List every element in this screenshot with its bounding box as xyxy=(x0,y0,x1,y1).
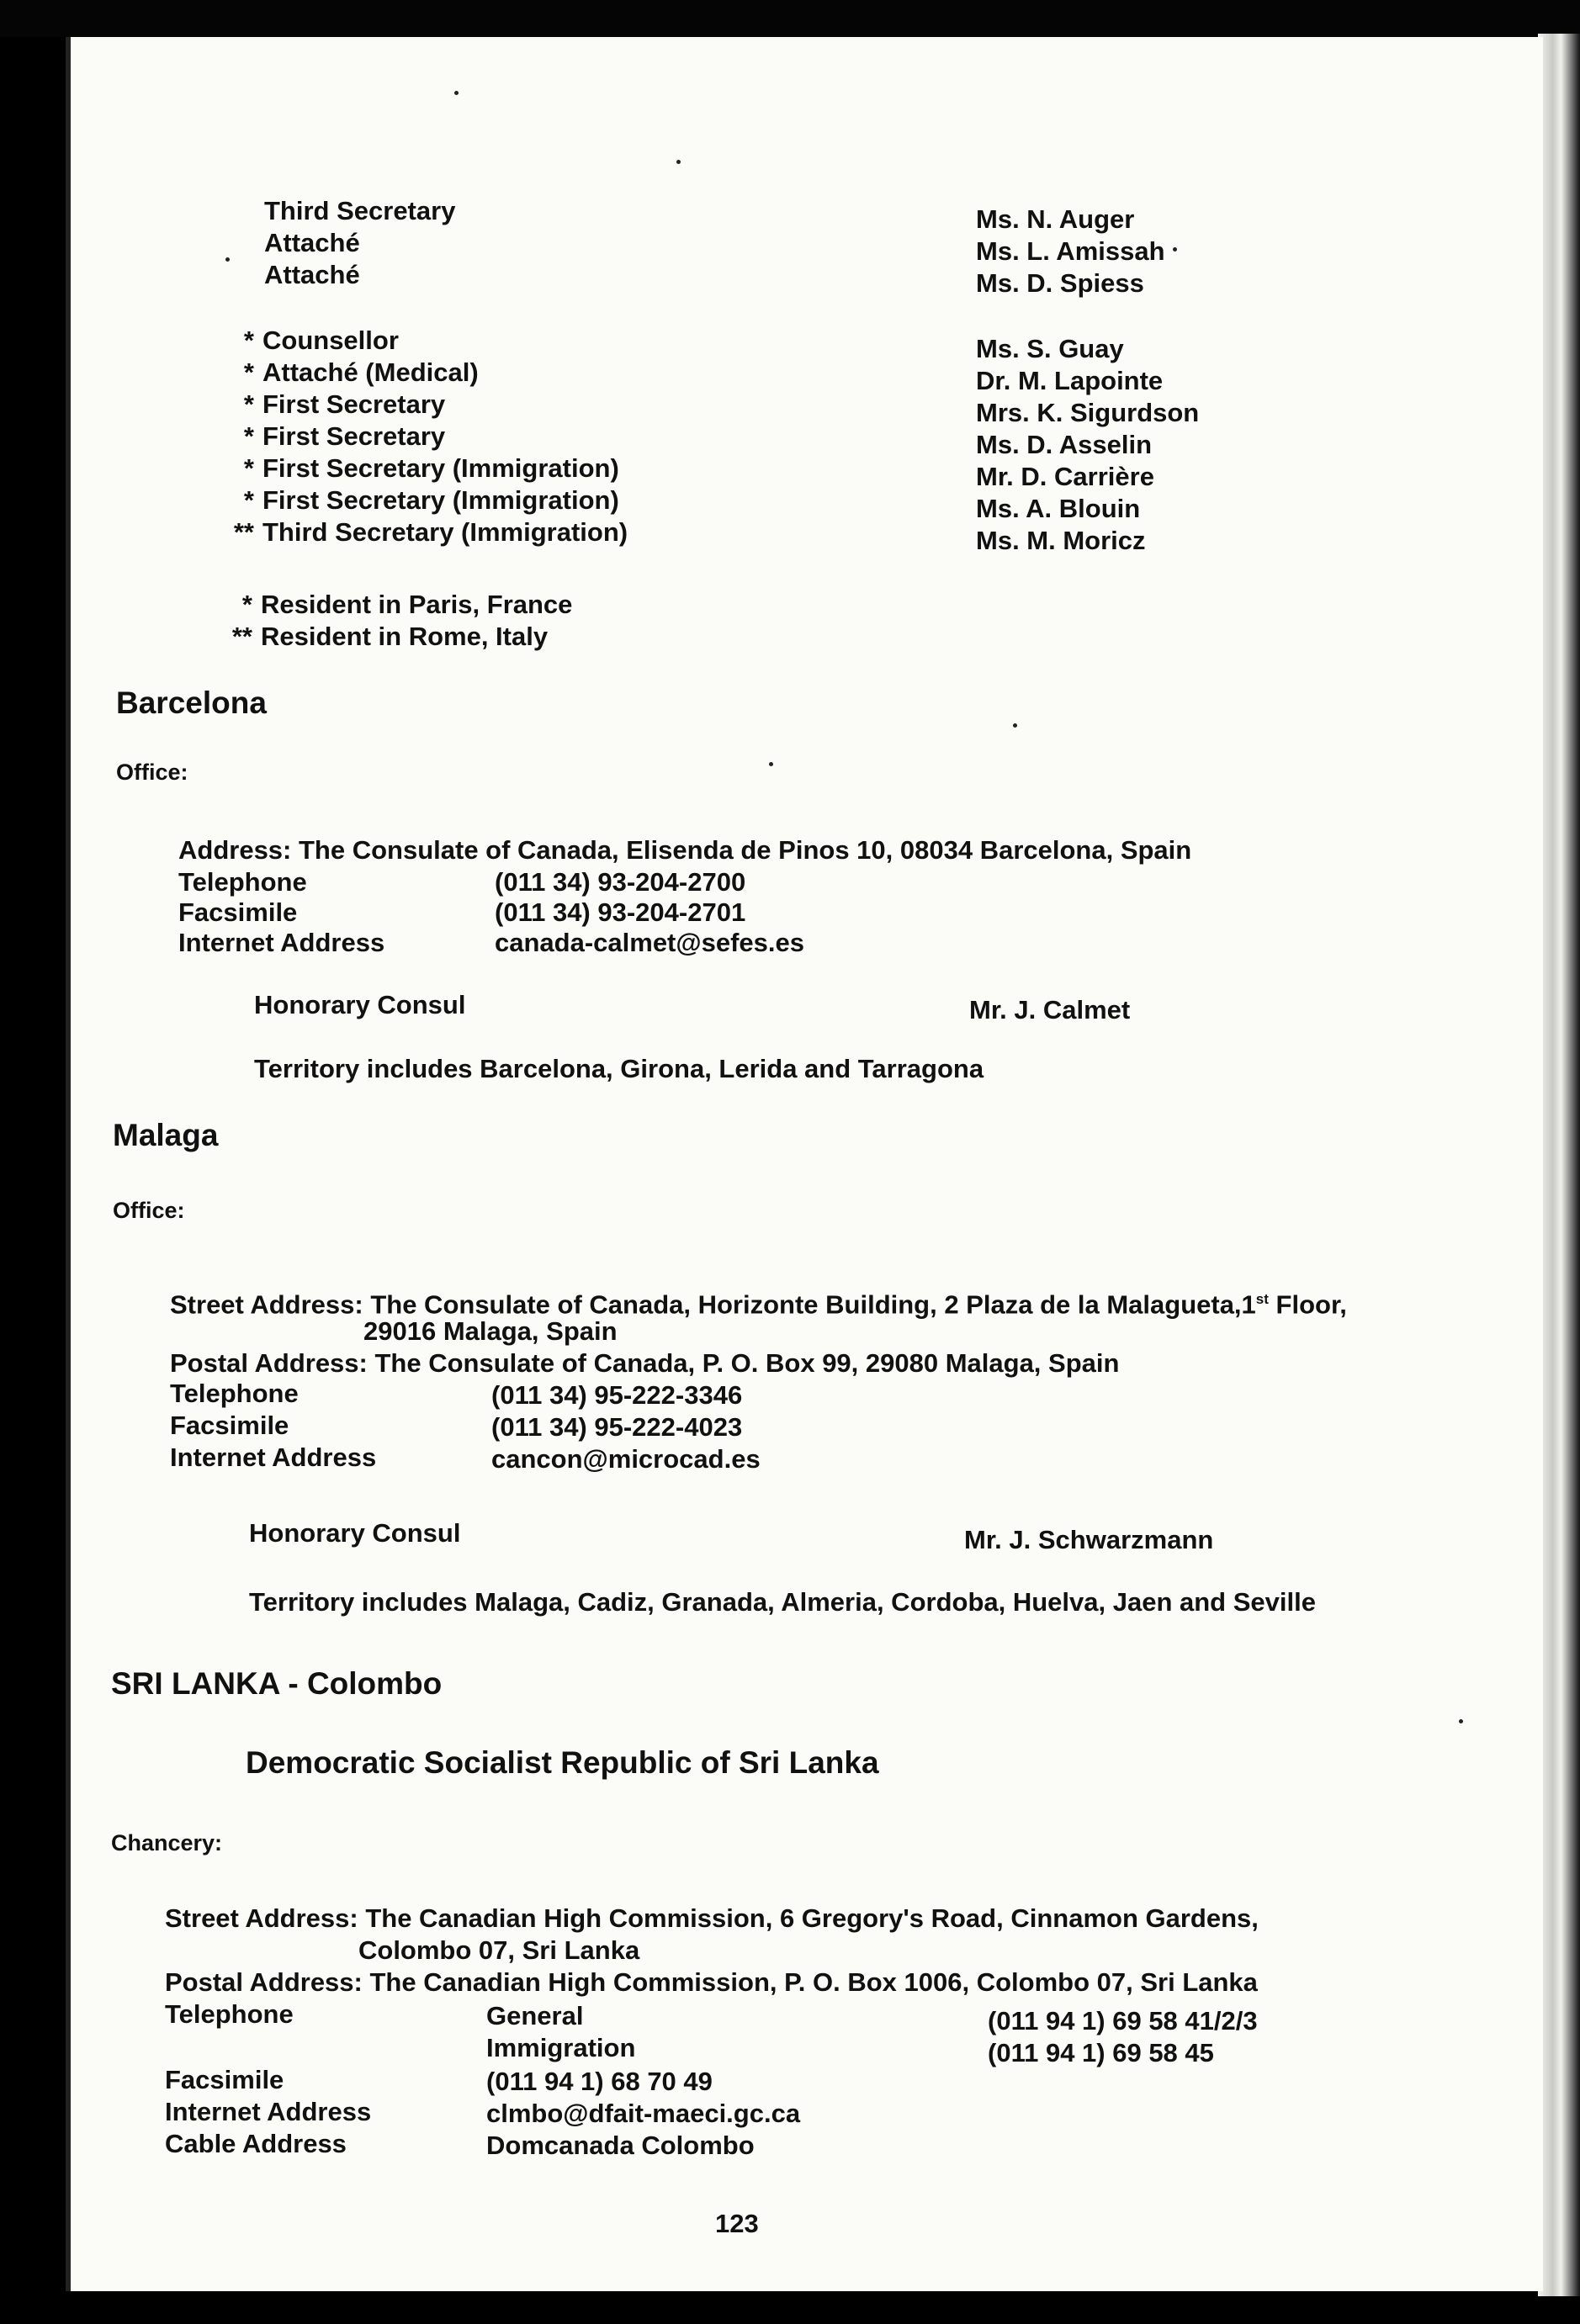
scan-top-edge xyxy=(0,0,1580,37)
street-address-line1: Street Address: The Canadian High Commission, 6 Gregory's Road, Cinnamon Gardens, xyxy=(165,1903,1259,1933)
street-address-line2: Colombo 07, Sri Lanka xyxy=(358,1935,640,1965)
office-label: Office: xyxy=(116,760,188,785)
street-address-label: Street Address: xyxy=(170,1289,363,1320)
staff-name: Ms. S. Guay xyxy=(976,334,1124,363)
scan-speck xyxy=(454,91,459,95)
section-heading-barcelona: Barcelona xyxy=(116,686,267,720)
staff-title: First Secretary xyxy=(262,421,446,451)
staff-name: Ms. D. Spiess xyxy=(976,268,1144,298)
scan-speck xyxy=(225,257,230,262)
footnote-marker: * xyxy=(243,389,254,419)
consul-name: Mr. J. Schwarzmann xyxy=(964,1525,1214,1554)
scan-speck xyxy=(1013,723,1017,728)
staff-title: Third Secretary xyxy=(264,196,456,225)
staff-title: Attaché xyxy=(264,228,360,257)
telephone-value: (011 34) 93-204-2700 xyxy=(495,867,746,897)
footnote-marker: * xyxy=(243,326,254,355)
street-address-label: Street Address: xyxy=(165,1903,358,1933)
section-heading-malaga: Malaga xyxy=(113,1118,219,1152)
telephone-label: Telephone xyxy=(178,867,307,897)
staff-name: Ms. N. Auger xyxy=(976,204,1135,234)
staff-title: Counsellor xyxy=(262,326,399,355)
page-number: 123 xyxy=(715,2209,759,2238)
office-label: Office: xyxy=(113,1198,185,1223)
staff-name: Ms. L. Amissah xyxy=(976,236,1165,266)
address-line: Address: The Consulate of Canada, Elisenda de Pinos 10, 08034 Barcelona, Spain xyxy=(178,835,1192,865)
fax-label: Facsimile xyxy=(165,2065,284,2094)
territory-note: Territory includes Malaga, Cadiz, Granada, Almeria, Cordoba, Huelva, Jaen and Seville xyxy=(249,1587,1316,1617)
footnote-marker: * xyxy=(243,453,254,483)
territory-note: Territory includes Barcelona, Girona, Lerida and Tarragona xyxy=(254,1054,984,1083)
scan-speck xyxy=(1173,247,1177,251)
fax-value: (011 34) 93-204-2701 xyxy=(495,897,746,927)
footnote-text: Resident in Paris, France xyxy=(261,590,573,619)
telephone-immigration-label: Immigration xyxy=(486,2033,636,2062)
section-heading-sri-lanka: SRI LANKA - Colombo xyxy=(111,1666,443,1701)
telephone-value: (011 34) 95-222-3346 xyxy=(491,1380,743,1410)
staff-title: Third Secretary (Immigration) xyxy=(262,517,628,547)
fax-label: Facsimile xyxy=(178,897,298,927)
telephone-general-value: (011 94 1) 69 58 41/2/3 xyxy=(988,2006,1258,2035)
staff-title: First Secretary xyxy=(262,389,446,419)
footnote-marker: ** xyxy=(231,622,252,651)
postal-address-label: Postal Address: xyxy=(170,1348,368,1378)
telephone-general-label: General xyxy=(486,2001,584,2030)
staff-name: Ms. M. Moricz xyxy=(976,526,1146,555)
scan-speck xyxy=(1459,1719,1463,1723)
chancery-label: Chancery: xyxy=(111,1830,223,1855)
footnote-marker: * xyxy=(243,357,254,387)
fax-label: Facsimile xyxy=(170,1411,289,1440)
internet-label: Internet Address xyxy=(165,2097,372,2126)
telephone-label: Telephone xyxy=(165,1999,294,2029)
consul-title: Honorary Consul xyxy=(249,1518,461,1548)
cable-label: Cable Address xyxy=(165,2129,347,2158)
footnote-marker: * xyxy=(241,590,252,619)
street-address-line2: 29016 Malaga, Spain xyxy=(363,1316,618,1346)
staff-name: Ms. D. Asselin xyxy=(976,430,1153,459)
postal-address: Postal Address: The Consulate of Canada, P. O. Box 99, 29080 Malaga, Spain xyxy=(170,1348,1120,1378)
staff-title: First Secretary (Immigration) xyxy=(262,485,619,515)
footnote-marker: ** xyxy=(233,517,254,547)
internet-value: canada-calmet@sefes.es xyxy=(495,928,804,957)
telephone-immigration-value: (011 94 1) 69 58 45 xyxy=(988,2038,1214,2067)
staff-title: First Secretary (Immigration) xyxy=(262,453,619,483)
staff-title: Attaché xyxy=(264,260,360,289)
document-page xyxy=(66,37,1543,2291)
internet-label: Internet Address xyxy=(170,1443,377,1472)
footnote-marker: * xyxy=(243,485,254,515)
fax-value: (011 34) 95-222-4023 xyxy=(491,1412,743,1442)
staff-name: Ms. A. Blouin xyxy=(976,494,1141,523)
scan-speck xyxy=(769,762,773,766)
staff-name: Dr. M. Lapointe xyxy=(976,366,1164,395)
fax-value: (011 94 1) 68 70 49 xyxy=(486,2067,713,2096)
scan-speck xyxy=(676,160,681,164)
staff-name: Mrs. K. Sigurdson xyxy=(976,398,1200,427)
cable-value: Domcanada Colombo xyxy=(486,2131,755,2160)
footnote-marker: * xyxy=(243,421,254,451)
internet-value: cancon@microcad.es xyxy=(491,1444,761,1474)
staff-title: Attaché (Medical) xyxy=(262,357,479,387)
internet-value: clmbo@dfait-maeci.gc.ca xyxy=(486,2099,801,2128)
consul-name: Mr. J. Calmet xyxy=(969,995,1131,1024)
footnote-text: Resident in Rome, Italy xyxy=(261,622,549,651)
street-address-line1: Street Address: The Consulate of Canada, Horizonte Building, 2 Plaza de la Malagueta,1st Floor, xyxy=(170,1289,1347,1320)
internet-label: Internet Address xyxy=(178,928,385,957)
country-full-name: Democratic Socialist Republic of Sri Lanka xyxy=(246,1745,879,1780)
telephone-label: Telephone xyxy=(170,1379,299,1408)
staff-name: Mr. D. Carrière xyxy=(976,462,1154,491)
book-binding-edge xyxy=(1538,34,1580,2296)
postal-address-label: Postal Address: xyxy=(165,1967,363,1997)
consul-title: Honorary Consul xyxy=(254,990,466,1019)
postal-address: Postal Address: The Canadian High Commission, P. O. Box 1006, Colombo 07, Sri Lanka xyxy=(165,1967,1258,1997)
